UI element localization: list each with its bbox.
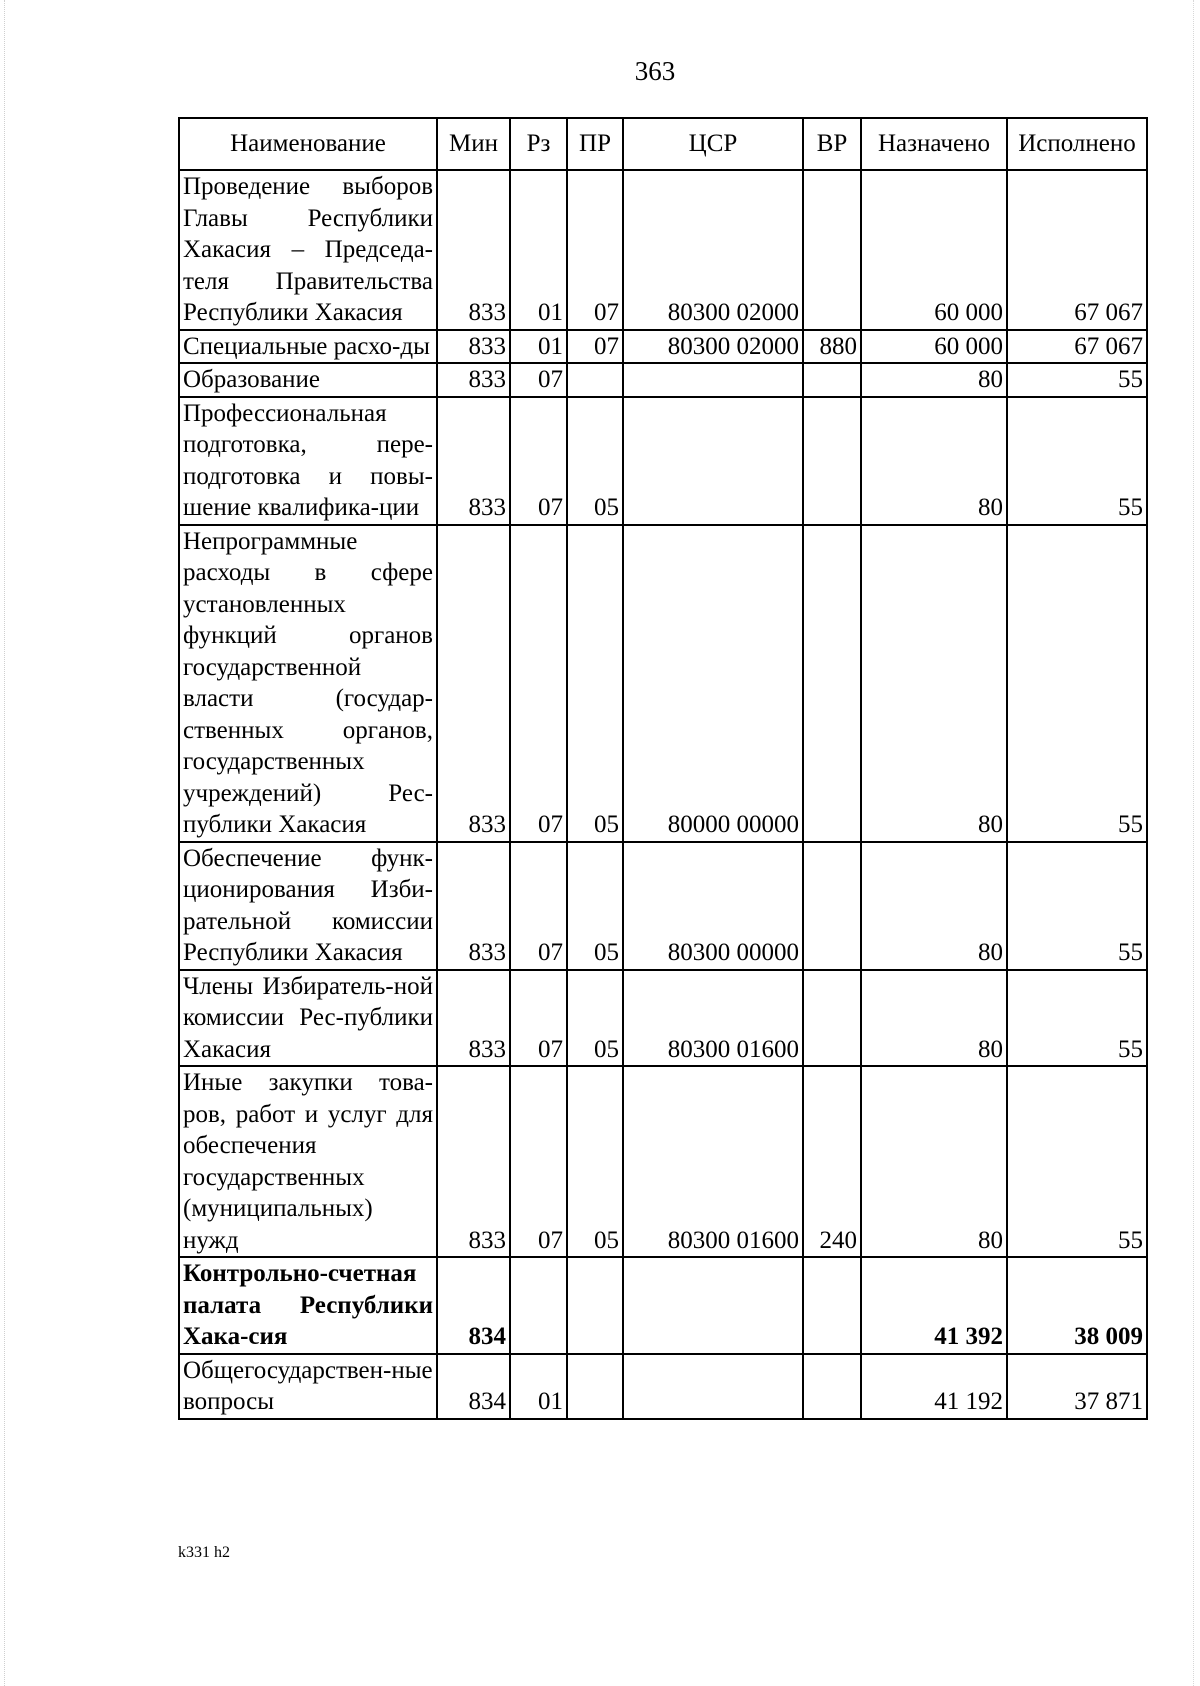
cell-assigned: 80 xyxy=(861,397,1007,525)
cell-vr xyxy=(803,363,861,397)
cell-min: 833 xyxy=(437,363,510,397)
cell-csr: 80300 02000 xyxy=(623,170,803,330)
footer-code: k331 h2 xyxy=(178,1544,230,1561)
cell-rz: 07 xyxy=(510,842,567,970)
cell-executed: 67 067 xyxy=(1007,170,1147,330)
header-pr: ПР xyxy=(567,118,623,170)
table-row xyxy=(179,1354,1147,1419)
cell-executed: 38 009 xyxy=(1007,1257,1147,1354)
cell-name: Профессиональная подготовка, пере-подготовка и повы-шение квалифика-ции xyxy=(179,397,437,525)
cell-vr xyxy=(803,1257,861,1354)
cell-rz: 07 xyxy=(510,363,567,397)
header-min: Мин xyxy=(437,118,510,170)
cell-rz: 01 xyxy=(510,330,567,364)
cell-min: 833 xyxy=(437,170,510,330)
cell-min: 833 xyxy=(437,842,510,970)
cell-pr: 05 xyxy=(567,397,623,525)
cell-vr xyxy=(803,842,861,970)
cell-csr xyxy=(623,1354,803,1419)
cell-vr xyxy=(803,970,861,1067)
cell-name: Проведение выборов Главы Республики Хакасия – Председа-теля Правительства Республики Хакасия xyxy=(179,170,437,330)
cell-executed: 55 xyxy=(1007,525,1147,842)
scan-edge-right xyxy=(1193,0,1194,1686)
table-row xyxy=(179,363,1147,397)
table-row xyxy=(179,1257,1147,1354)
scan-edge-left xyxy=(4,0,5,1686)
cell-pr xyxy=(567,1354,623,1419)
cell-assigned: 80 xyxy=(861,363,1007,397)
cell-rz: 07 xyxy=(510,970,567,1067)
cell-pr xyxy=(567,363,623,397)
cell-rz xyxy=(510,1257,567,1354)
cell-pr: 05 xyxy=(567,525,623,842)
table-header-row xyxy=(179,118,1147,170)
cell-assigned: 60 000 xyxy=(861,170,1007,330)
header-executed: Исполнено xyxy=(1007,118,1147,170)
cell-executed: 55 xyxy=(1007,970,1147,1067)
cell-min: 833 xyxy=(437,525,510,842)
cell-assigned: 80 xyxy=(861,525,1007,842)
cell-name: Образование xyxy=(179,363,437,397)
cell-min: 833 xyxy=(437,1066,510,1257)
cell-pr: 07 xyxy=(567,170,623,330)
table-row xyxy=(179,842,1147,970)
cell-assigned: 60 000 xyxy=(861,330,1007,364)
cell-assigned: 41 392 xyxy=(861,1257,1007,1354)
cell-name: Непрограммные расходы в сфере установленных функций органов государственной власти (государ-ственных органов, государственных учреждений) Рес-публики Хакасия xyxy=(179,525,437,842)
cell-assigned: 80 xyxy=(861,970,1007,1067)
cell-min: 833 xyxy=(437,330,510,364)
page-number: 363 xyxy=(634,56,676,86)
cell-rz: 07 xyxy=(510,525,567,842)
cell-executed: 55 xyxy=(1007,1066,1147,1257)
cell-csr: 80000 00000 xyxy=(623,525,803,842)
cell-rz: 01 xyxy=(510,1354,567,1419)
cell-name: Обеспечение функ-ционирования Изби-рательной комиссии Республики Хакасия xyxy=(179,842,437,970)
cell-vr xyxy=(803,170,861,330)
table-row xyxy=(179,397,1147,525)
table-row xyxy=(179,525,1147,842)
cell-pr: 05 xyxy=(567,842,623,970)
cell-csr xyxy=(623,363,803,397)
cell-name: Иные закупки това-ров, работ и услуг для обеспечения государственных (муниципальных) нужд xyxy=(179,1066,437,1257)
cell-vr: 880 xyxy=(803,330,861,364)
cell-rz: 07 xyxy=(510,1066,567,1257)
cell-name: Контрольно-счетная палата Республики Хака-сия xyxy=(179,1257,437,1354)
cell-executed: 55 xyxy=(1007,397,1147,525)
cell-name: Специальные расхо-ды xyxy=(179,330,437,364)
cell-vr: 240 xyxy=(803,1066,861,1257)
cell-assigned: 41 192 xyxy=(861,1354,1007,1419)
table-row xyxy=(179,330,1147,364)
cell-min: 834 xyxy=(437,1354,510,1419)
cell-csr xyxy=(623,397,803,525)
header-csr: ЦСР xyxy=(623,118,803,170)
cell-executed: 55 xyxy=(1007,363,1147,397)
cell-pr: 05 xyxy=(567,1066,623,1257)
table-row xyxy=(179,970,1147,1067)
table-row xyxy=(179,170,1147,330)
cell-assigned: 80 xyxy=(861,1066,1007,1257)
cell-pr: 07 xyxy=(567,330,623,364)
cell-rz: 07 xyxy=(510,397,567,525)
cell-csr: 80300 00000 xyxy=(623,842,803,970)
header-name: Наименование xyxy=(179,118,437,170)
cell-csr xyxy=(623,1257,803,1354)
cell-csr: 80300 02000 xyxy=(623,330,803,364)
cell-executed: 67 067 xyxy=(1007,330,1147,364)
cell-pr: 05 xyxy=(567,970,623,1067)
cell-vr xyxy=(803,397,861,525)
cell-min: 833 xyxy=(437,970,510,1067)
cell-executed: 37 871 xyxy=(1007,1354,1147,1419)
cell-vr xyxy=(803,525,861,842)
header-rz: Рз xyxy=(510,118,567,170)
table-body xyxy=(179,170,1147,1419)
header-assigned: Назначено xyxy=(861,118,1007,170)
table-row xyxy=(179,1066,1147,1257)
cell-assigned: 80 xyxy=(861,842,1007,970)
cell-pr xyxy=(567,1257,623,1354)
cell-vr xyxy=(803,1354,861,1419)
cell-csr: 80300 01600 xyxy=(623,1066,803,1257)
cell-rz: 01 xyxy=(510,170,567,330)
cell-csr: 80300 01600 xyxy=(623,970,803,1067)
cell-executed: 55 xyxy=(1007,842,1147,970)
header-vr: ВР xyxy=(803,118,861,170)
cell-name: Члены Избиратель-ной комиссии Рес-публики Хакасия xyxy=(179,970,437,1067)
cell-min: 834 xyxy=(437,1257,510,1354)
budget-table xyxy=(178,117,1148,1420)
cell-name: Общегосударствен-ные вопросы xyxy=(179,1354,437,1419)
cell-min: 833 xyxy=(437,397,510,525)
